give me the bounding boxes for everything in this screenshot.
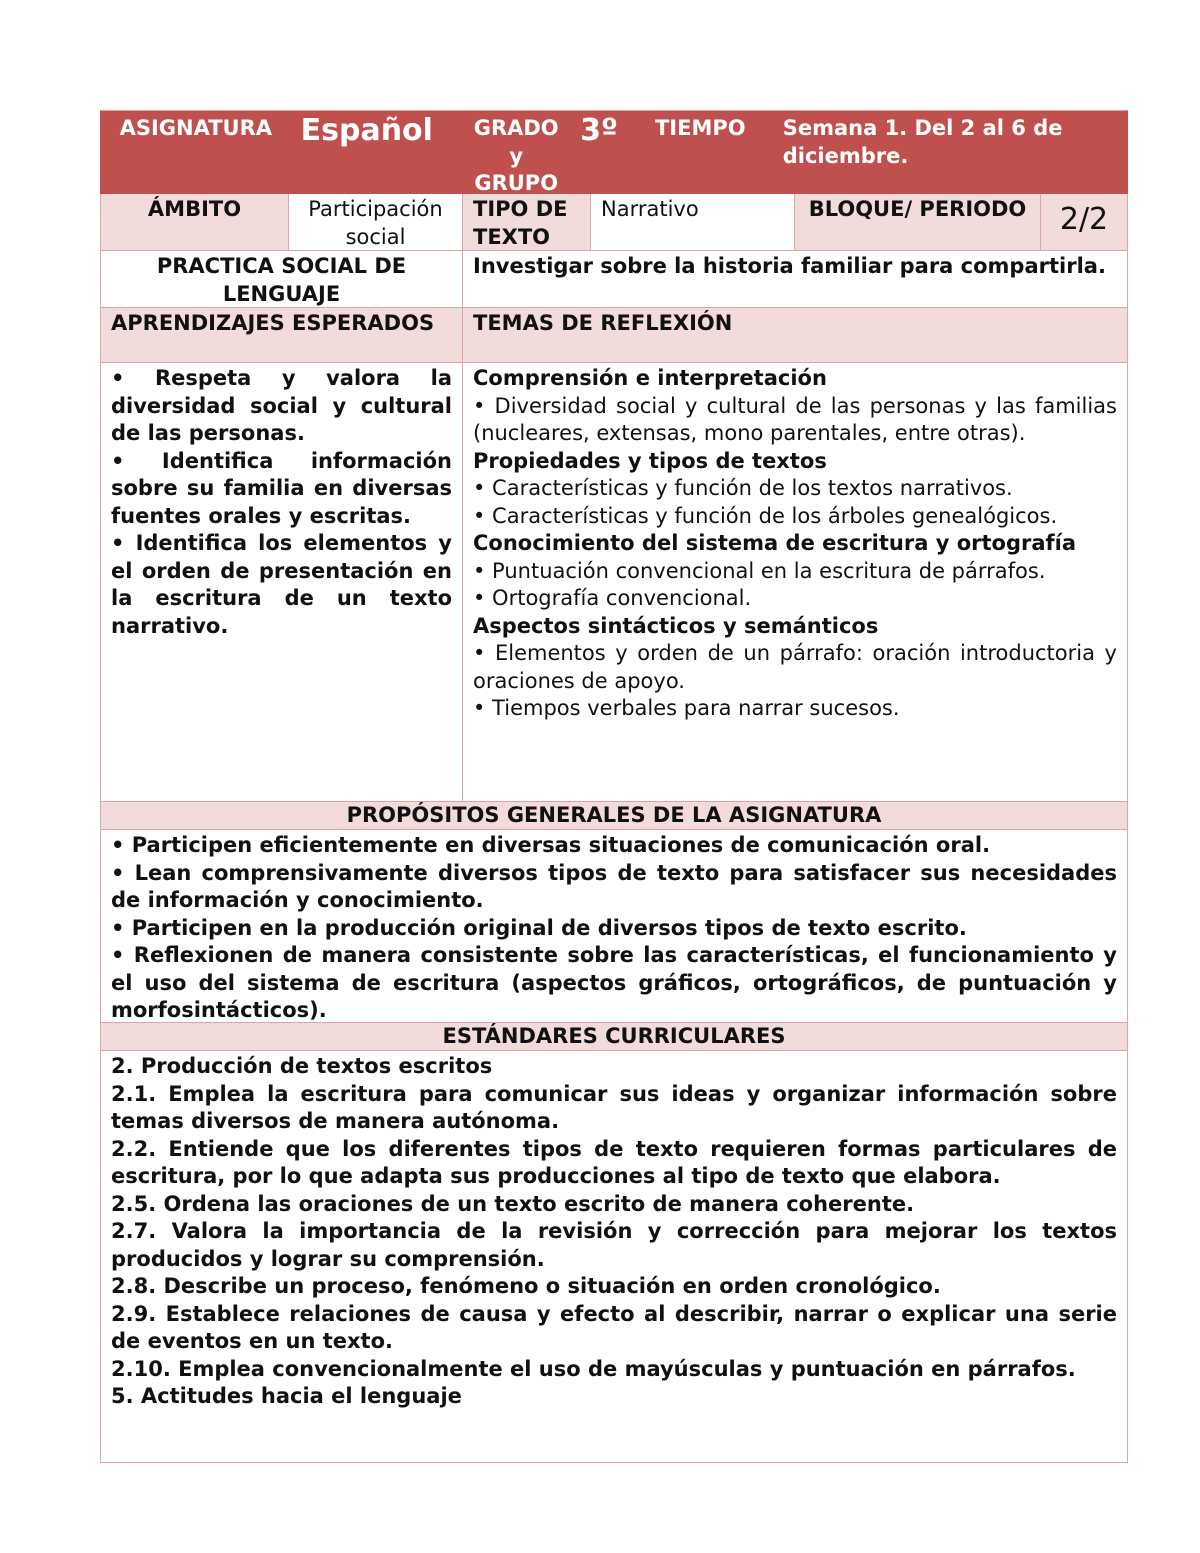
temas-item: • Ortografía convencional. [473,586,752,610]
aprendizajes-list [101,363,463,801]
temas-list [463,363,1127,801]
proposito-item: • Participen en la producción original de diversos tipos de texto escrito. [111,915,967,940]
asignatura-value: Español [300,113,433,148]
grado-label: GRADO y GRUPO [473,116,559,195]
proposito-item: • Reflexionen de manera consistente sobre las características, el funcionamiento y el uso del sistema de escritura (aspectos gráficos, ortográficos, de puntuación y morfosintácticos). [111,943,1117,1022]
tipo-texto-label: TIPO DE TEXTO [463,194,591,250]
proposito-item: • Lean comprensivamente diversos tipos de texto para satisfacer sus necesidades de información y conocimiento. [111,860,1117,912]
planning-table [100,110,1128,1463]
asignatura-label: ASIGNATURA [119,116,273,140]
practica-label: PRACTICA SOCIAL DE LENGUAJE [101,251,463,307]
temas-subheading: Aspectos sintácticos y semánticos [473,613,879,638]
ambito-row [100,194,1128,251]
temas-item: • Tiempos verbales para narrar sucesos. [473,696,900,720]
ambito-value: Participación social [289,194,463,250]
propositos-row [100,830,1128,1023]
estandar-item: 2.8. Describe un proceso, fenómeno o situación en orden cronológico. [111,1274,941,1298]
temas-item: • Puntuación convencional en la escritura de párrafos. [473,558,1046,583]
estandares-list [101,1051,1127,1462]
temas-subheading: Conocimiento del sistema de escritura y ortografía [473,531,1077,555]
practica-row [100,251,1128,308]
temas-item: • Diversidad social y cultural de las personas y las familias (nucleares, extensas, mono parentales, entre otras). [473,393,1117,445]
estandar-item: 2. Producción de textos escritos [111,1054,493,1078]
estandares-title: ESTÁNDARES CURRICULARES [442,1024,786,1048]
bloque-label: BLOQUE/ PERIODO [795,194,1041,250]
aprendizaje-item: • Respeta y valora la diversidad social y cultural de las personas. [111,366,452,445]
estandares-row [100,1051,1128,1463]
estandar-item: 2.10. Emplea convencionalmente el uso de mayúsculas y puntuación en párrafos. [111,1356,1076,1381]
ambito-label: ÁMBITO [101,194,289,250]
temas-item: • Características y función de los árboles genealógicos. [473,503,1058,528]
estandar-item: 2.2. Entiende que los diferentes tipos de texto requieren formas particulares de escritura, por lo que adapta sus producciones al tipo de texto que elabora. [111,1136,1117,1188]
aprendizaje-item: • Identifica información sobre su familia en diversas fuentes orales y escritas. [111,448,452,528]
aprendizaje-item: • Identifica los elementos y el orden de presentación en la escritura de un texto narrativo. [111,531,452,638]
estandar-item: 5. Actitudes hacia el lenguaje [111,1384,462,1408]
proposito-item: • Participen eficientemente en diversas situaciones de comunicación oral. [111,833,991,857]
propositos-title: PROPÓSITOS GENERALES DE LA ASIGNATURA [346,803,882,827]
propositos-title-row [100,802,1128,830]
tiempo-label: TIEMPO [654,116,746,140]
propositos-list [101,830,1127,1022]
estandar-item: 2.1. Emplea la escritura para comunicar sus ideas y organizar información sobre temas diversos de manera autónoma. [111,1081,1117,1133]
practica-value: Investigar sobre la historia familiar para compartirla. [473,254,1106,278]
estandar-item: 2.9. Establece relaciones de causa y efecto al describir, narrar o explicar una serie de eventos en un texto. [111,1301,1117,1353]
content-row [100,363,1128,802]
estandar-item: 2.7. Valora la importancia de la revisión y corrección para mejorar los textos producidos y lograr su comprensión. [111,1219,1117,1271]
estandares-title-row [100,1023,1128,1051]
temas-subheading: Comprensión e interpretación [473,366,827,390]
header-row [100,110,1128,194]
temas-item: • Elementos y orden de un párrafo: oración introductoria y oraciones de apoyo. [473,641,1117,693]
tipo-texto-value: Narrativo [591,194,795,250]
aprendizajes-heading: APRENDIZAJES ESPERADOS [101,308,463,362]
temas-heading: TEMAS DE REFLEXIÓN [473,311,733,335]
estandar-item: 2.5. Ordena las oraciones de un texto escrito de manera coherente. [111,1191,915,1216]
section-head-row [100,308,1128,363]
temas-item: • Características y función de los textos narrativos. [473,476,1013,500]
tiempo-value: Semana 1. Del 2 al 6 de diciembre. [782,116,1063,168]
bloque-value: 2/2 [1059,202,1109,237]
grado-value: 3º [580,113,618,148]
temas-subheading: Propiedades y tipos de textos [473,448,827,473]
